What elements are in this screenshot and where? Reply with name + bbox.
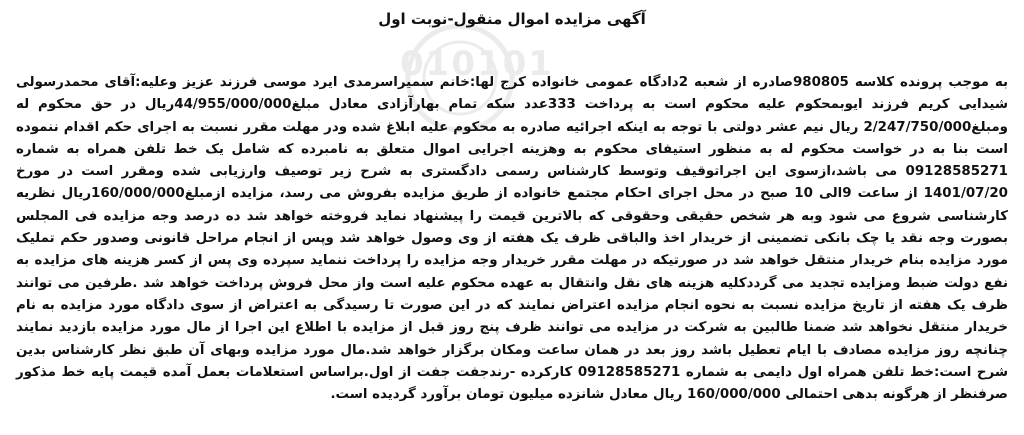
- notice-title: آگهی مزایده اموال منقول-نوبت اول: [378, 10, 646, 28]
- watermark-text: 010101: [400, 44, 554, 84]
- notice-body: به موجب پرونده کلاسه 980805صادره از شعبه 2دادگاه عمومی خانواده کرج لها:خانم سمیراسرمدی ایرد موسی فرزند عزیز وعلیه:آقای محمدرسولی شیدایی کریم فرزند ایوبمحکوم علیه محکوم است به پرداخت 333عدد سکه تمام بهارآزادی معادل مبلغ44/955/000/000ریال در حق محکوم له ومبلغ2/247/750/000 ریال نیم عشر دولتی با توجه به اینکه اجرائیه صادره به محکوم علیه ابلاغ شده ودر مهلت مقرر نسبت به اجرای حکم اقدام ننموده است بنا به در خواست محکوم له به منظور استیفای محکوم به وهزینه اجرایی اموال متعلق به نامبرده که شامل یک خط تلفن همراه به شماره 09128585271 می باشد،ازسوی این اجراتوقیف وتوسط کارشناس رسمی دادگستری به شرح زیر توصیف وارزیابی شده ومقرر است در مورخ 1401/07/20 از ساعت 9الی 10 صبح در محل اجرای احکام مجتمع خانواده از طریق مزایده بفروش می رسد، مزایده ازمبلغ160/000/000ریال نظریه کارشناسی شروع می شود وبه هر شخص حقیقی وحقوقی که بالاترین قیمت را پیشنهاد نماید فروخته خواهد شد ده درصد وجه مزایده فی المجلس بصورت وجه نقد یا چک بانکی تضمینی از خریدار اخذ والباقی ظرف یک هفته از وی وصول خواهد شد وپس از انجام مراحل قانونی وصدور حکم تملیک مورد مزایده بنام خریدار منتقل خواهد شد در صورتیکه در مهلت مقرر خریدار وجه مزایده را پرداخت ننماید سپرده وی پس از کسر هزینه های مزایده به نفع دولت ضبط ومزایده تجدید می گرددکلیه هزینه های نقل وانتقال به عهده محکوم علیه است واز محل فروش پرداخت خواهد شد .طرفین می توانند ظرف یک هفته از تاریخ مزایده نسبت به نحوه انجام مزایده اعتراض نمایند که در این صورت تا رسیدگی به اعتراض از سوی دادگاه مورد مزایده به نام خریدار منتقل نخواهد شد ضمنا طالبین به شرکت در مزایده می توانند ظرف پنج روز قبل از مزایده با اطلاع این اجرا از مال مورد مزایده بازدید نمایند چنانچه روز مزایده مصادف با ایام تعطیل باشد روز بعد در همان ساعت ومکان برگزار خواهد شد.مال مورد مزایده وبهای آن طبق نظر کارشناس بدین شرح است:خط تلفن همراه اول دایمی به شماره 09128585271 کارکرده -رندجفت جفت از اول.براساس استعلامات بعمل آمده قیمت پایه خط مذکور صرفنظر از هرگونه بدهی احتمالی 160/000/000 ریال معادل شانزده میلیون تومان برآورد گردیده است.: [16, 75, 1008, 403]
